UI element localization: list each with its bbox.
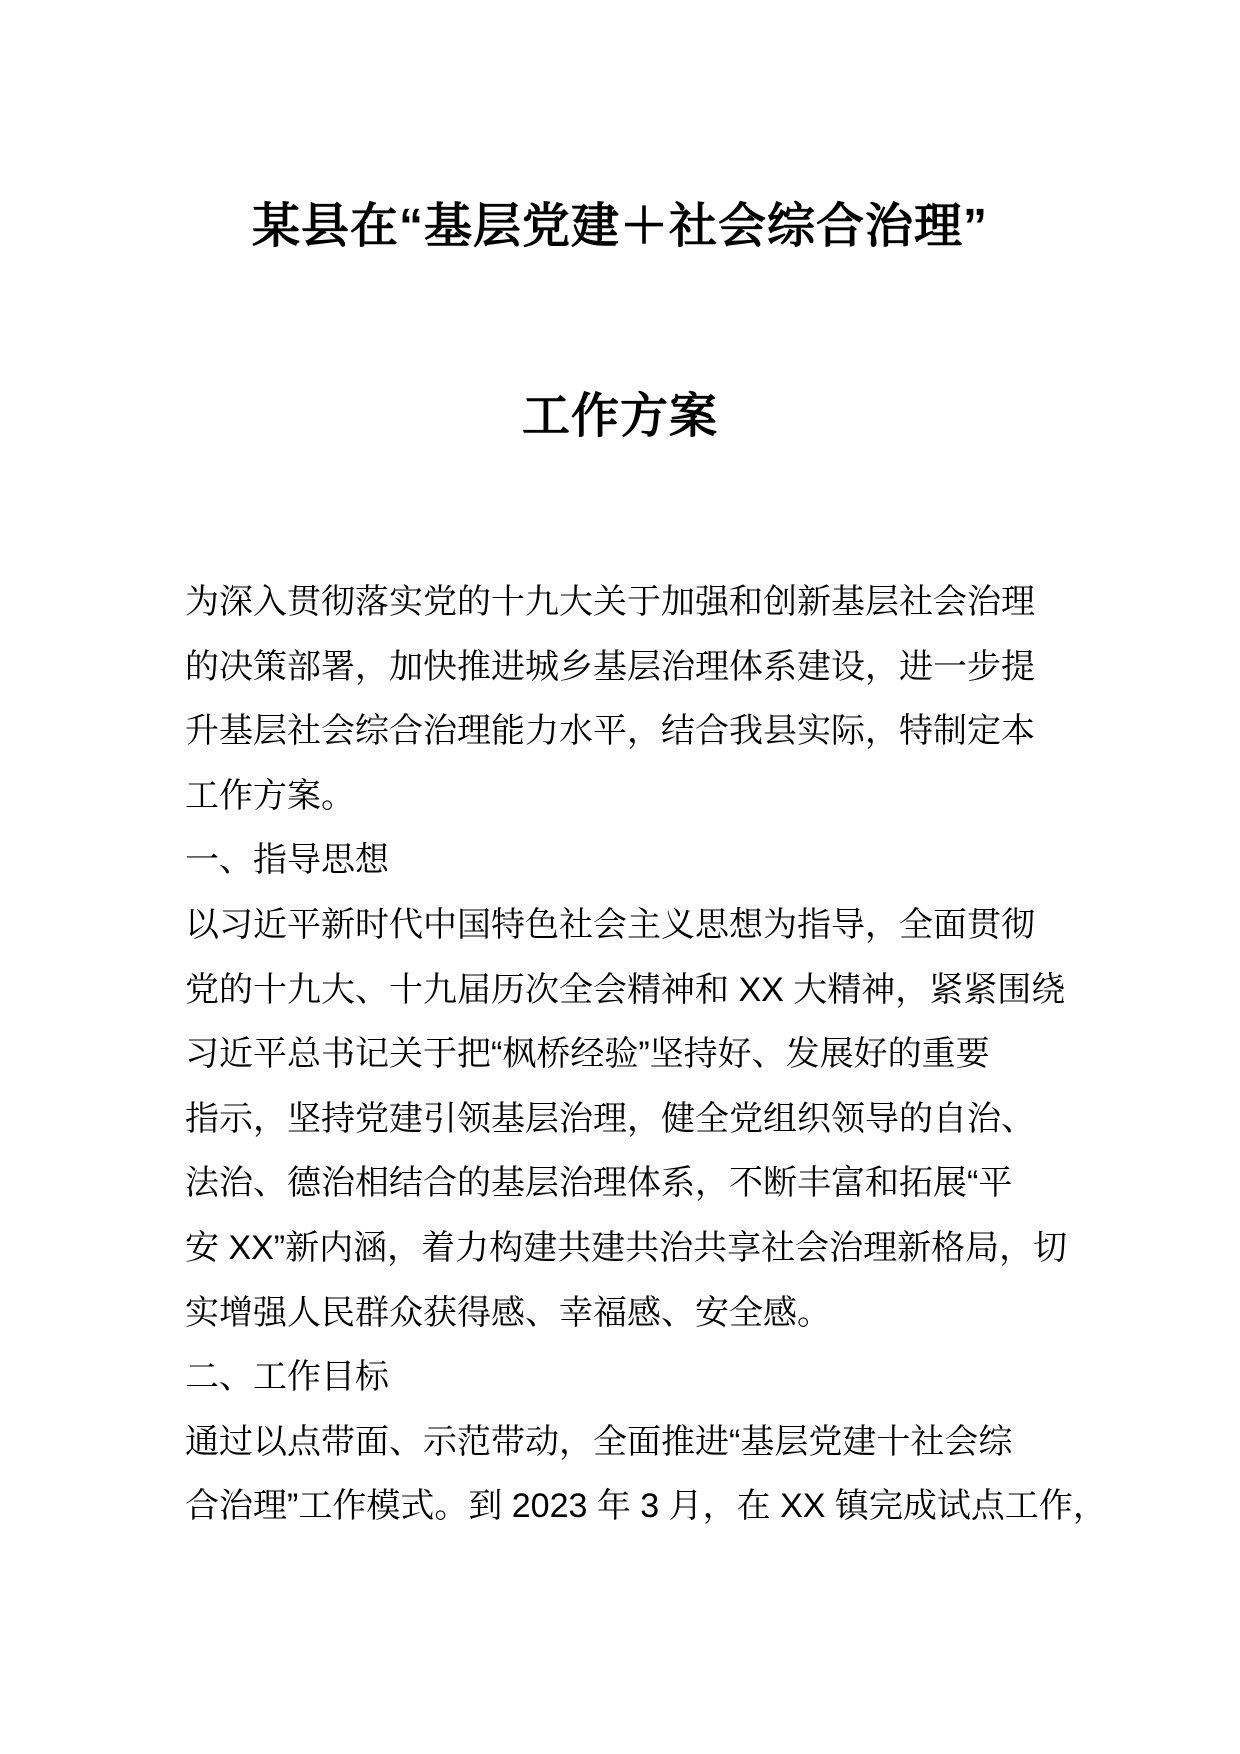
body-line: 的决策部署，加快推进城乡基层治理体系建设，进一步提 xyxy=(185,647,1035,686)
body-line: 以习近平新时代中国特色社会主义思想为指导，全面贯彻 xyxy=(185,905,1035,944)
document-body xyxy=(185,570,1115,1539)
body-line: 法治、德治相结合的基层治理体系，不断丰富和拓展“平 xyxy=(185,1164,1013,1203)
body-line: 通过以点带面、示范带动，全面推进“基层党建十社会综 xyxy=(185,1422,1013,1461)
document-title-line-1: 某县在“基层党建＋社会综合治理” xyxy=(251,200,988,253)
body-line: 升基层社会综合治理能力水平，结合我县实际，特制定本 xyxy=(185,712,1035,751)
body-line: 工作方案。 xyxy=(185,776,355,815)
body-line: 实增强人民群众获得感、幸福感、安全感。 xyxy=(185,1293,831,1332)
body-line: 党的十九大、十九届历次全会精神和 XX 大精神，紧紧围绕 xyxy=(185,970,1066,1009)
heading-work-goals: 二、工作目标 xyxy=(185,1358,389,1397)
heading-guiding-ideology: 一、指导思想 xyxy=(185,841,389,880)
body-line: 指示，坚持党建引领基层治理，健全党组织领导的自治、 xyxy=(185,1099,1035,1138)
body-line: 安 XX”新内涵，着力构建共建共治共享社会治理新格局，切 xyxy=(185,1228,1068,1267)
body-line: 合治理”工作模式。到 2023 年 3 月，在 XX 镇完成试点工作， xyxy=(185,1487,1107,1526)
document-title-line-2: 工作方案 xyxy=(521,390,718,443)
body-line: 习近平总书记关于把“枫桥经验”坚持好、发展好的重要 xyxy=(185,1035,990,1074)
body-line: 为深入贯彻落实党的十九大关于加强和创新基层社会治理 xyxy=(185,583,1035,621)
